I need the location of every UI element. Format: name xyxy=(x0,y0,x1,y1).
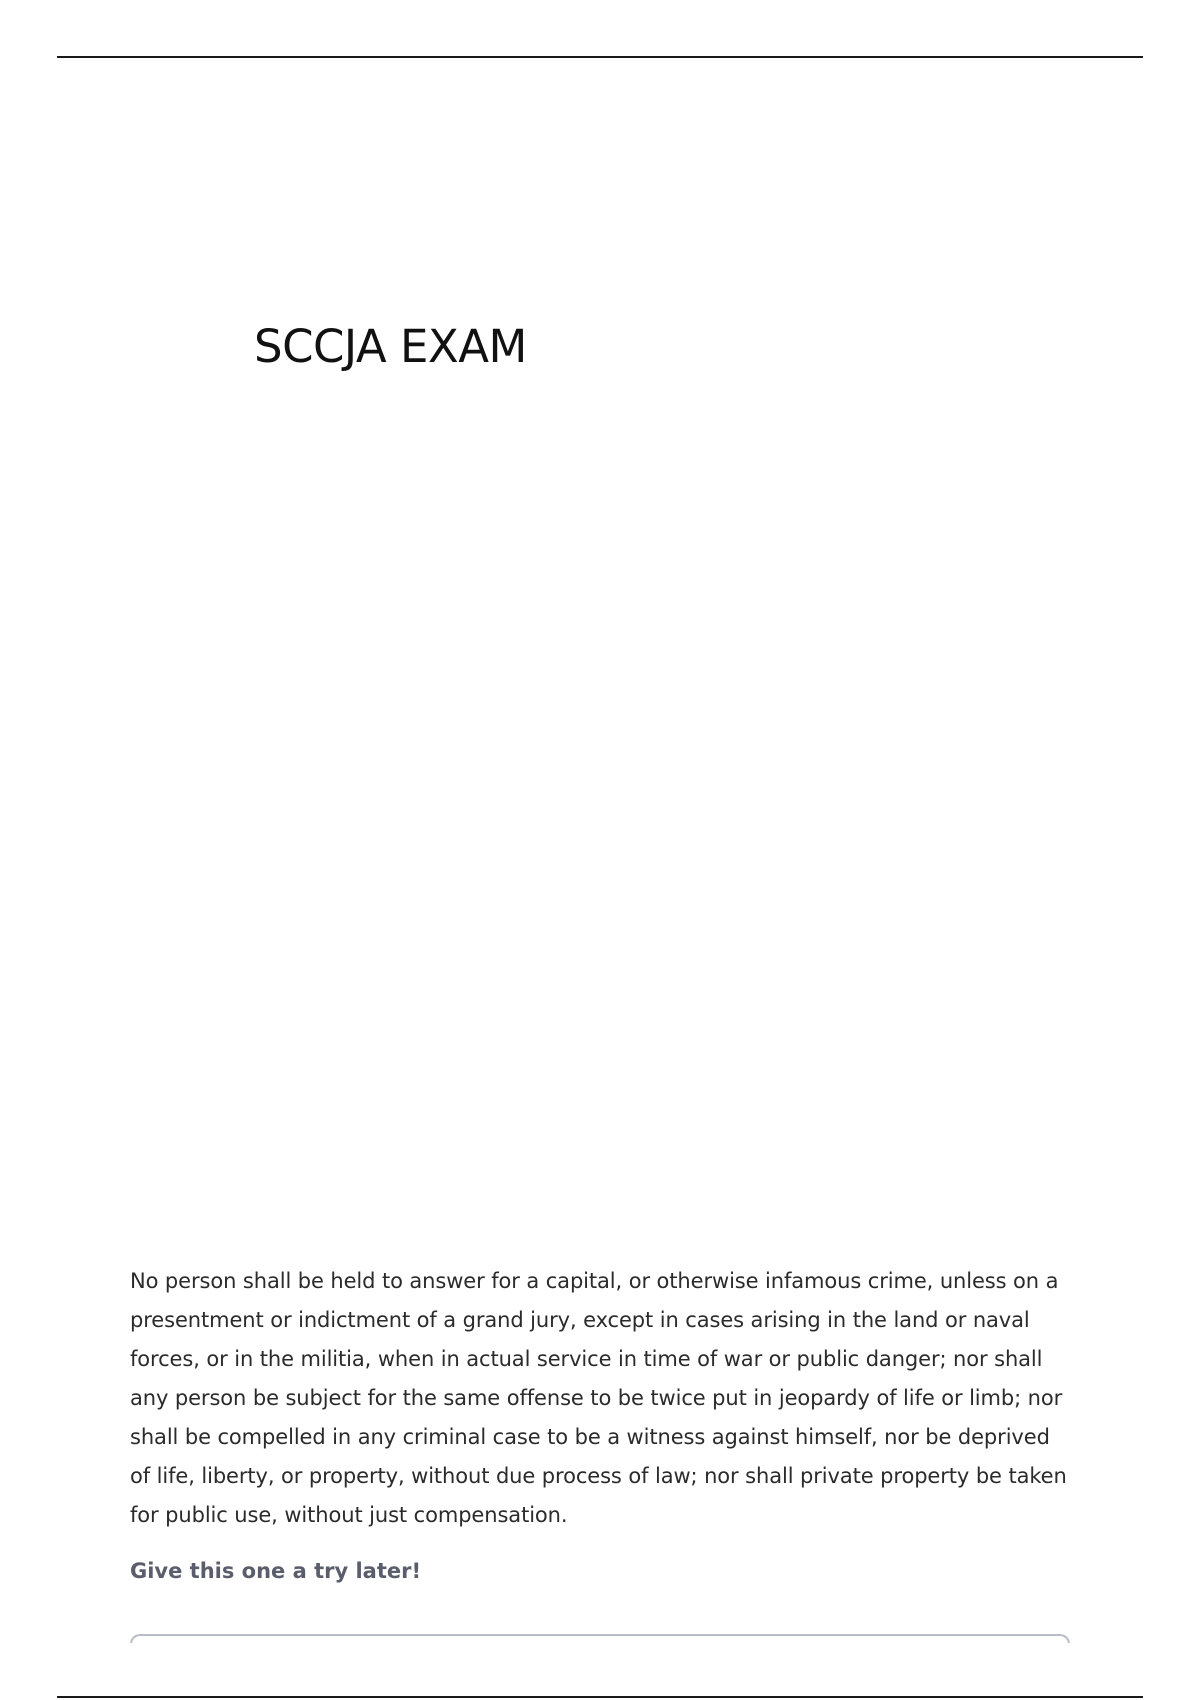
flashcard-prompt: Give this one a try later! xyxy=(130,1559,422,1583)
document-title: SCCJA EXAM xyxy=(254,320,527,373)
flashcard xyxy=(130,1262,1070,1583)
footer-rule xyxy=(57,1696,1143,1698)
flashcard-definition: No person shall be held to answer for a capital, or otherwise infamous crime, unless on a presentment or indictment of a grand jury, except in cases arising in the land or naval forces, or in the militia, when in actual service in time of war or public danger; nor shall any person be subject for the same offense to be twice put in jeopardy of life or limb; nor shall be compelled in any criminal case to be a witness against himself, nor be deprived of life, liberty, or property, without due process of law; nor shall private property be taken for public use, without just compensation. xyxy=(130,1269,1067,1527)
page-clip xyxy=(120,1643,1080,1683)
header-rule xyxy=(57,56,1143,58)
